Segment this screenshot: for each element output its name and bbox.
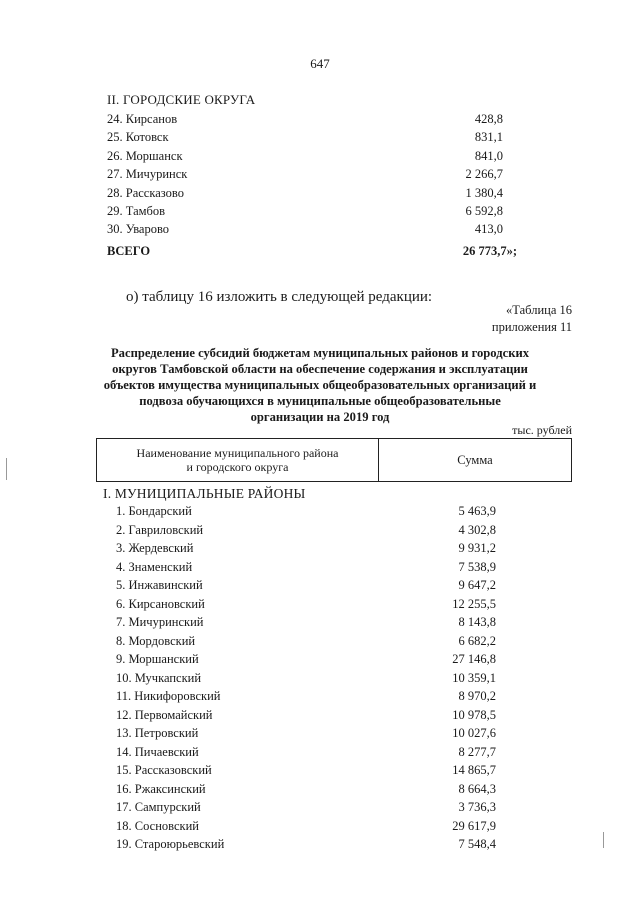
district-amount: 413,0: [474, 222, 503, 237]
table-row: [110, 650, 496, 669]
table-row: [110, 632, 496, 651]
district-amount: 27 146,8: [452, 652, 496, 666]
district-name: 9. Моршанский: [116, 652, 199, 666]
list-item: [107, 202, 507, 220]
district-amount: 8 143,8: [458, 615, 496, 629]
district-amount: 14 865,7: [452, 763, 496, 777]
district-name: 11. Никифоровский: [116, 689, 221, 703]
table-row: [110, 798, 496, 817]
table-reference: [492, 302, 572, 336]
column-header-name: [97, 439, 379, 481]
district-amount: 9 931,2: [458, 541, 496, 555]
list-item: [107, 165, 507, 183]
scan-edge-mark: [6, 458, 7, 480]
district-name: 27. Мичуринск: [107, 167, 188, 182]
column-header-name-line2: и городского округа: [186, 460, 289, 474]
district-name: 18. Сосновский: [116, 818, 199, 833]
district-name: 1. Бондарский: [116, 504, 192, 518]
district-amount: 8 277,7: [458, 744, 496, 759]
scan-edge-mark: [603, 832, 604, 848]
district-amount: 10 027,6: [452, 726, 496, 740]
list-item: [107, 110, 507, 128]
list-item: [107, 184, 507, 202]
district-amount: 6 682,2: [458, 633, 496, 648]
district-name: 5. Инжавинский: [116, 578, 203, 592]
heading-line: объектов имущества муниципальных общеобразовательных организаций и: [103, 378, 537, 392]
district-name: 12. Первомайский: [116, 707, 213, 722]
total-row: [107, 242, 517, 260]
section-title-city-districts: II. ГОРОДСКИЕ ОКРУГА: [107, 92, 256, 107]
district-name: 7. Мичуринский: [116, 615, 204, 629]
district-amount: 2 266,7: [465, 167, 503, 182]
district-name: 17. Сампурский: [116, 800, 201, 814]
district-name: 13. Петровский: [116, 726, 199, 740]
district-amount: 5 463,9: [458, 504, 496, 518]
table-row: [110, 558, 496, 577]
column-header-name-line1: Наименование муниципального района: [136, 446, 339, 460]
table-row: [110, 743, 496, 762]
table-reference-line1: «Таблица 16: [506, 303, 572, 317]
district-name: 15. Рассказовский: [116, 763, 212, 777]
table-row: [110, 780, 496, 799]
district-amount: 10 359,1: [452, 670, 496, 685]
district-name: 10. Мучкапский: [116, 670, 202, 685]
district-amount: 841,0: [474, 148, 503, 163]
district-amount: 7 538,9: [458, 559, 496, 574]
table-row: [110, 687, 496, 706]
district-name: 16. Ржаксинский: [116, 781, 206, 796]
district-amount: 8 970,2: [458, 689, 496, 703]
table-row: [110, 576, 496, 595]
district-amount: 12 255,5: [452, 596, 496, 611]
district-name: 3. Жердевский: [116, 541, 194, 555]
district-name: 29. Тамбов: [107, 203, 166, 218]
district-amount: 7 548,4: [458, 837, 496, 851]
heading-line: организации на 2019 год: [250, 410, 390, 424]
district-name: 19. Староюрьевский: [116, 837, 225, 851]
table-reference-line2: приложения 11: [491, 320, 572, 334]
district-name: 26. Моршанск: [107, 148, 183, 163]
table-row: [110, 761, 496, 780]
list-item: [107, 128, 507, 146]
district-amount: 4 302,8: [458, 522, 496, 537]
total-label: ВСЕГО: [107, 243, 151, 258]
district-name: 6. Кирсановский: [116, 596, 205, 611]
page-number: 647: [310, 56, 330, 71]
municipal-districts-list: [110, 502, 496, 854]
units-label: тыс. рублей: [512, 423, 572, 437]
table-row: [110, 539, 496, 558]
district-amount: 8 664,3: [458, 781, 496, 796]
district-name: 14. Пичаевский: [116, 744, 199, 759]
table-row: [110, 669, 496, 688]
district-amount: 9 647,2: [458, 578, 496, 592]
table-row: [110, 724, 496, 743]
district-amount: 3 736,3: [458, 800, 496, 814]
table-header: [96, 438, 572, 482]
district-amount: 831,1: [474, 130, 503, 145]
table-row: [110, 706, 496, 725]
table-row: [110, 817, 496, 836]
list-item: [107, 147, 507, 165]
district-name: 2. Гавриловский: [116, 522, 204, 537]
district-name: 24. Кирсанов: [107, 112, 178, 126]
district-name: 8. Мордовский: [116, 633, 196, 648]
heading-line: подвоза обучающихся в муниципальные общеобразовательные: [139, 394, 501, 408]
table-row: [110, 835, 496, 854]
table-row: [110, 613, 496, 632]
district-amount: 428,8: [474, 112, 503, 126]
table-heading: [100, 345, 540, 425]
total-amount: 26 773,7»;: [462, 243, 517, 258]
city-districts-list: [107, 110, 517, 260]
district-name: 28. Рассказово: [107, 185, 184, 200]
district-amount: 10 978,5: [452, 707, 496, 722]
column-header-sum: Сумма: [457, 453, 493, 467]
district-name: 30. Уварово: [107, 222, 170, 237]
list-item: [107, 220, 507, 238]
district-name: 25. Котовск: [107, 130, 169, 145]
district-amount: 6 592,8: [465, 203, 503, 218]
district-name: 4. Знаменский: [116, 559, 193, 574]
district-amount: 1 380,4: [465, 185, 503, 200]
heading-line: Распределение субсидий бюджетам муниципальных районов и городских: [110, 346, 530, 360]
district-amount: 29 617,9: [452, 818, 496, 833]
amendment-instruction: о) таблицу 16 изложить в следующей редакции:: [126, 289, 433, 305]
table-row: [110, 595, 496, 614]
table-row: [110, 502, 496, 521]
heading-line: округов Тамбовской области на обеспечение содержания и эксплуатации: [112, 362, 528, 376]
table-row: [110, 521, 496, 540]
section-title-municipal-districts: I. МУНИЦИПАЛЬНЫЕ РАЙОНЫ: [103, 486, 306, 501]
